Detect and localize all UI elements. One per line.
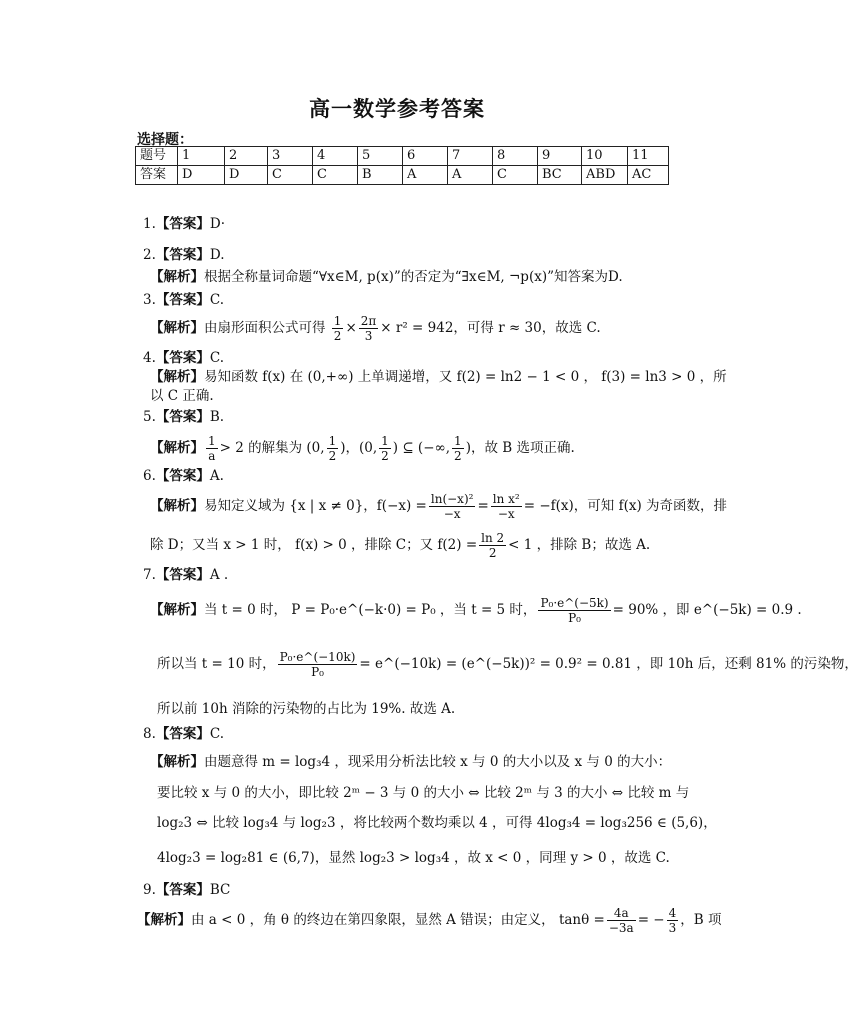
fraction: $\frac{4a}{-3a}$ [608,906,634,935]
table-cell: C [268,166,313,185]
analysis-text: 由扇形面积公式可得 [204,320,326,336]
table-cell: 10 [582,147,628,166]
table-cell: 8 [493,147,538,166]
answer-tag: 【答案】 [155,292,210,308]
analysis-text: )，(0, [340,440,378,456]
question-number: 1. [143,216,156,232]
analysis-5 [150,432,575,464]
analysis-4 [150,367,727,387]
analysis-text: = −f(x)，可知 f(x) 为奇函数，排 [523,498,728,514]
section-label: 选择题： [137,132,193,148]
analysis-tag: 【解析】 [137,912,191,928]
analysis-text: × r² = 942，可得 r ≈ 30，故选 C. [380,320,601,336]
analysis-tag: 【解析】 [150,498,204,514]
table-cell: 4 [313,147,358,166]
analysis-8 [150,752,671,772]
fraction: $\frac{2\pi}{3}$ [360,314,377,343]
analysis-8-line-3: log₂3 ⇔ 比较 log₃4 与 log₂3 ，将比较两个数均乘以 4 ，可得 4log₃4 = log₃256 ∈ (5,6)， [157,815,717,831]
table-cell: 11 [628,147,669,166]
table-cell: 9 [538,147,582,166]
table-cell: 2 [225,147,268,166]
question-number: 4. [143,350,156,366]
answer-tag: 【答案】 [155,409,210,425]
answer-value: C. [209,726,225,742]
analysis-6-line-2 [150,529,650,561]
answer-tag: 【答案】 [155,726,210,742]
analysis-text: = 90% ，即 e^(−5k) = 0.9 . [612,602,802,618]
analysis-3: 【解析】由扇形面积公式可得 $\frac{1}{2}$ × $\frac{2\pi}{3}$ × r² = 942，可得 r ≈ 30，故选 C. [150,314,601,343]
table-cell: 1 [178,147,225,166]
table-cell: B [358,166,403,185]
analysis-text: 易知函数 f(x) 在 (0,+∞) 上单调递增，又 f(2) = ln2 − 1 < 0 ， f(3) = ln3 > 0 ，所 [204,369,727,385]
table-cell: 6 [403,147,448,166]
analysis-7-line-3: 所以前 10h 消除的污染物的占比为 19%. 故选 A. [157,701,456,717]
analysis-text: = − [637,912,665,928]
question-number: 7. [143,567,156,583]
fraction: $\frac{\text{ln(−x)²}}{-x}$ [430,492,474,521]
analysis-8-line-4: 4log₂3 = log₂81 ∈ (6,7)，显然 log₂3 > log₃4 ，故 x < 0 ，同理 y > 0 ，故选 C. [157,850,670,866]
fraction: $\frac{1}{2}$ [333,314,342,343]
answer-tag: 【答案】 [155,468,210,484]
answer-value: C. [209,292,225,308]
analysis-tag: 【解析】 [150,269,204,285]
analysis-text: 由 a < 0 ，角 θ 的终边在第四象限，显然 A 错误；由定义， tanθ = [191,912,605,928]
answer-tag: 【答案】 [155,882,210,898]
table-cell: 题号 [136,147,178,166]
answer-value: D. [209,247,225,263]
analysis-text: < 1 ，排除 B；故选 A. [508,537,651,553]
answer-6 [143,466,224,486]
answer-tag: 【答案】 [155,567,210,583]
fraction: $\frac{1}{a}$ [208,434,216,463]
answer-4 [143,348,224,368]
question-number: 6. [143,468,156,484]
fraction: $\frac{1}{2}$ [328,434,337,463]
analysis-tag: 【解析】 [150,440,204,456]
question-number: 8. [143,726,156,742]
answer-tag: 【答案】 [155,216,210,232]
answer-value: BC [209,882,231,898]
question-number: 2. [143,247,156,263]
table-cell: C [493,166,538,185]
table-cell: 答案 [136,166,178,185]
table-cell: D [178,166,225,185]
analysis-tag: 【解析】 [150,320,204,336]
answer-3 [143,290,224,310]
analysis-tag: 【解析】 [150,754,204,770]
table-cell: D [225,166,268,185]
question-number: 9. [143,882,156,898]
analysis-7 [150,592,802,628]
analysis-4-line-2: 以 C 正确. [150,388,214,404]
fraction: $\frac{1}{2}$ [454,434,462,463]
table-cell: BC [538,166,582,185]
answer-5 [143,407,224,427]
page-title: 高一数学参考答案 [309,96,485,121]
analysis-tag: 【解析】 [150,602,204,618]
table-row-answers [136,166,669,185]
analysis-text: 由题意得 m = log₃4 ，现采用分析法比较 x 与 0 的大小以及 x 与 0 的大小： [204,754,672,770]
table-cell: 7 [448,147,493,166]
analysis-text: ，B 项 [680,912,722,928]
answer-value: A. [209,468,224,484]
analysis-7-line-2 [157,646,858,682]
analysis-text: 易知定义域为 {x | x ≠ 0}，f(−x) = [204,498,427,514]
table-row-question-numbers [136,147,669,166]
answer-value: C. [209,350,225,366]
analysis-text: 根据全称量词命题“∀x∈M, p(x)”的否定为“∃x∈M, ¬p(x)”知答案为D. [204,269,623,285]
answer-9 [143,880,230,900]
table-cell: A [403,166,448,185]
fraction: $\frac{\text{P₀·e\textasciicircum{}(−5k)}}{\text{P₀}}$ [540,596,609,625]
answer-tag: 【答案】 [155,350,210,366]
analysis-text: 除 D；又当 x > 1 时， f(x) > 0 ，排除 C；又 f(2) = [150,537,478,553]
fraction: $\frac{\ln 2}{2}$ [481,531,505,560]
question-number: 5. [143,409,156,425]
analysis-text: = e^(−10k) = (e^(−5k))² = 0.9² = 0.81 ，即 10h 后，还剩 81% 的污染物， [359,656,858,672]
analysis-2 [150,267,623,287]
answer-1 [143,214,225,234]
question-number: 3. [143,292,156,308]
answer-value: D· [209,216,226,232]
table-cell: 3 [268,147,313,166]
analysis-text: 当 t = 0 时， P = P₀·e^(−k·0) = P₀ ，当 t = 5 时， [204,602,537,618]
answer-value: B. [209,409,225,425]
table-cell: 5 [358,147,403,166]
answer-8 [143,724,224,744]
answer-7 [143,565,228,585]
analysis-9 [137,904,721,936]
analysis-text: 所以当 t = 10 时， [157,656,276,672]
analysis-text: ) ⊆ (−∞, [392,440,451,456]
fraction: $\frac{\text{P₀·e\textasciicircum{}(−10k)}}{\text{P₀}}$ [279,650,356,679]
analysis-8-line-2: 要比较 x 与 0 的大小，即比较 2ᵐ − 3 与 0 的大小 ⇔ 比较 2ᵐ 与 3 的大小 ⇔ 比较 m 与 [157,785,690,801]
table-cell: AC [628,166,669,185]
analysis-6: 【解析】易知定义域为 {x | x ≠ 0}，f(−x) = $\frac{\text{ln(−x)²}}{-x}$ = $\frac{\text{ln x²}}{-x}$ = −f(x)，可知 f(x) 为奇函数，排 [150,492,728,521]
fraction: $\frac{4}{3}$ [668,906,677,935]
answer-table [135,146,669,185]
table-cell: A [448,166,493,185]
table-cell: ABD [582,166,628,185]
table-cell: C [313,166,358,185]
analysis-text: > 2 的解集为 (0, [219,440,325,456]
analysis-tag: 【解析】 [150,369,204,385]
answer-value: A . [209,567,229,583]
answer-tag: 【答案】 [155,247,210,263]
fraction: $\frac{1}{2}$ [381,434,389,463]
analysis-text: )，故 B 选项正确. [465,440,575,456]
fraction: $\frac{\text{ln x²}}{-x}$ [492,492,520,521]
answer-2 [143,245,225,265]
